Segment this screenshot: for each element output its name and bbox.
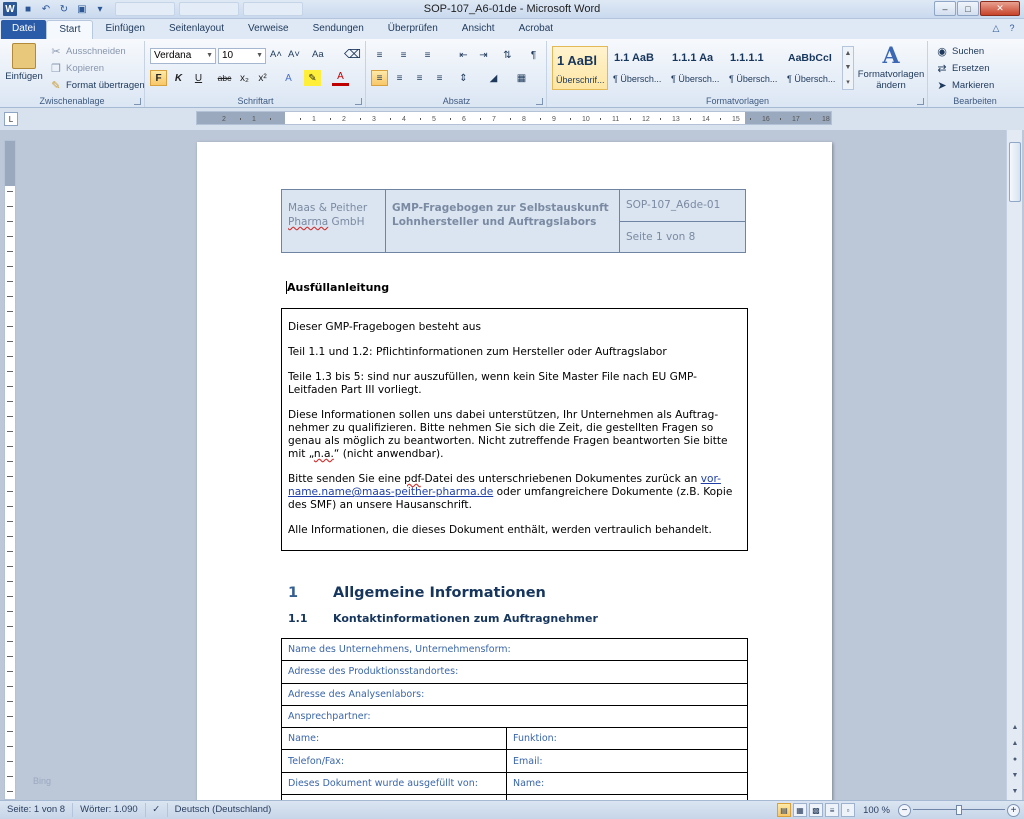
outline-icon[interactable]: ≡ [825,803,839,817]
status-bar [0,800,1024,819]
ruler-mark [810,118,811,120]
table-row [282,750,748,772]
info-paragraph: Teil 1.1 und 1.2: Pflichtinformationen zum Hersteller oder Auftragslabor [288,346,667,358]
tab-acrobat[interactable]: Acrobat [518,23,554,34]
ruler-tick-label: 7 [492,116,496,123]
table-row [282,705,748,727]
scroll-up-icon[interactable]: ▲ [1011,723,1019,731]
multilevel-list-icon[interactable]: ≡ [424,49,431,61]
minimize-ribbon-icon[interactable]: △ [992,22,1000,33]
chevron-up-icon[interactable]: ▲ [844,50,852,58]
copy-label: Kopieren [66,62,105,74]
ruler-mark [7,731,13,732]
document-header-table [281,189,746,253]
ruler-mark [7,671,13,672]
ruler-mark [7,206,13,207]
tab-selector-icon[interactable]: L [4,112,18,126]
ruler-mark [7,431,13,432]
zoom-knob[interactable] [956,805,962,815]
ruler-mark [7,221,13,222]
ruler-mark [690,118,691,120]
paste-icon [12,43,36,69]
save-icon[interactable]: ■ [24,3,32,15]
ruler-mark [7,686,13,687]
ruler-mark [7,566,13,567]
sort-icon[interactable]: ⇅ [503,49,512,61]
decrease-indent-icon[interactable]: ⇤ [459,49,468,61]
ruler-bar [0,108,1024,130]
style-name: ¶ Übersch... [787,74,836,84]
ruler-margin-top [5,141,15,186]
ruler-margin-left [197,112,285,125]
align-center-icon[interactable]: ≡ [396,72,403,84]
quick-access-toolbar [0,2,107,16]
ruler-tick-label: 4 [402,116,406,123]
email-link[interactable]: vor-name.name@maas-peither-pharma.de [288,473,721,498]
info-paragraph: Dieser GMP-Fragebogen besteht aus [288,321,482,333]
ruler-mark [7,386,13,387]
group-editing [929,41,1021,107]
ruler-mark [7,236,13,237]
line-spacing-icon[interactable]: ⇕ [459,72,468,84]
ruler-mark [780,118,781,120]
style-heading-5[interactable] [784,46,840,90]
table-cell[interactable]: Email: [507,750,748,772]
dialog-launcher-icon[interactable] [536,98,543,105]
group-label: Absatz [442,96,471,106]
brush-icon: ✎ [51,79,61,92]
tab-ueberpruefen[interactable]: Überprüfen [387,23,438,34]
company-gmbh: GmbH [328,216,365,228]
ruler-mark [300,118,301,120]
group-label: Schriftart [237,96,274,106]
select-label: Markieren [952,79,995,91]
table-row [282,661,748,683]
ribbon-tabs [0,19,1024,39]
table-row [282,728,748,750]
ruler-mark [7,776,13,777]
ruler-tick-label: 18 [822,116,830,123]
chevron-down-icon[interactable]: ▼ [844,63,852,71]
align-right-icon[interactable]: ≡ [416,72,423,84]
ruler-tick-label: 2 [222,116,226,123]
ruler-mark [7,446,13,447]
contact-table [281,638,748,812]
ruler-mark [480,118,481,120]
chevron-down-icon: ▼ [206,52,213,59]
info-paragraph: Alle Informationen, die dieses Dokument enthält, werden vertraulich behandelt. [288,524,712,536]
tab-datei[interactable]: Datei [1,20,46,39]
replace-label: Ersetzen [952,62,990,74]
zoom-slider[interactable] [913,804,1005,816]
group-label: Zwischenablage [39,96,105,106]
status-words[interactable]: Wörter: 1.090 [73,803,146,817]
select-button[interactable] [935,78,994,92]
ruler-mark [720,118,721,120]
change-styles-button[interactable] [858,43,924,91]
table-cell[interactable]: Name des Unternehmens, Unternehmensform: [282,639,748,661]
header-company [282,190,386,253]
superscript-button[interactable]: x² [258,72,267,84]
bold-button[interactable]: F [150,70,167,86]
replace-icon: ⇄ [937,62,947,75]
table-cell[interactable]: Ansprechpartner: [282,705,748,727]
title-line-2: Lohnhersteller und Auftragslabors [392,216,597,228]
numbering-icon[interactable]: ≡ [400,49,407,61]
style-sample: AaBbCcI [788,52,832,64]
customize-qat-icon[interactable]: ▾ [97,3,103,15]
view-zoom-controls [777,803,1020,817]
group-font [146,41,366,107]
font-name-value: Verdana [154,50,192,61]
tab-start[interactable]: Start [46,20,93,39]
change-styles-label-1: Formatvorlagen [857,69,925,80]
change-styles-icon: A [882,43,900,69]
table-cell[interactable]: Name: [282,728,507,750]
tab-ansicht[interactable]: Ansicht [461,23,495,34]
ruler-mark [540,118,541,120]
ruler-mark [7,791,13,792]
copy-button[interactable] [49,61,104,75]
ruler-mark [7,461,13,462]
style-name: ¶ Übersch... [671,74,720,84]
title-bar [0,0,1024,19]
prev-page-icon[interactable]: ▲ [1011,739,1019,747]
heading-2-text: Kontaktinformationen zum Auftragnehmer [333,612,598,625]
style-sample: 1.1.1 Aa [672,52,714,64]
text-effects-icon[interactable]: A [285,72,292,84]
company-line-2 [288,215,379,229]
ruler-tick-label: 13 [672,116,680,123]
browse-object-icon[interactable]: ● [1012,755,1018,763]
status-language[interactable]: Deutsch (Deutschland) [174,804,272,815]
zoom-level[interactable]: 100 % [863,804,890,816]
ruler-mark [360,118,361,120]
ruler-mark [7,701,13,702]
paste-button[interactable] [3,43,45,82]
undo-icon[interactable]: ↶ [41,3,51,15]
redo-icon[interactable]: ↻ [59,3,69,15]
ruler-mark [7,491,13,492]
ruler-mark [750,118,751,120]
ruler-mark [7,266,13,267]
ruler-tick-label: 2 [342,116,346,123]
style-name: ¶ Übersch... [613,74,662,84]
binoculars-icon: ◉ [937,45,947,58]
table-cell[interactable]: Telefon/Fax: [282,750,507,772]
ruler-tick-label: 9 [552,116,556,123]
ruler-mark [7,476,13,477]
ruler-mark [7,356,13,357]
info-text-pdf: pdf [404,473,421,485]
info-paragraph [288,409,741,461]
ruler-mark [7,761,13,762]
chevron-down-icon: ▼ [256,52,263,59]
horizontal-ruler[interactable] [196,111,832,125]
print-preview-icon[interactable]: ▣ [77,3,87,15]
style-sample: 1.1 AaB [614,52,654,64]
ruler-mark [7,716,13,717]
info-paragraph: Teile 1.3 bis 5: sind nur auszufüllen, wenn kein Site Master File nach EU GMP-Leitfaden Part III vorliegt. [288,371,698,396]
web-layout-icon[interactable]: ▩ [809,803,823,817]
borders-icon[interactable]: ▦ [516,72,527,84]
background-windows [115,2,303,16]
tab-seitenlayout[interactable]: Seitenlayout [168,23,225,34]
header-title [386,190,620,253]
ruler-tick-label: 16 [762,116,770,123]
vertical-scrollbar[interactable] [1006,130,1022,800]
ruler-mark [7,506,13,507]
scrollbar-thumb[interactable] [1009,142,1021,202]
ruler-tick-label: 12 [642,116,650,123]
table-cell[interactable]: Dieses Dokument wurde ausgefüllt von: [282,772,507,794]
ruler-tick-label: 5 [432,116,436,123]
company-pharma: Pharma [288,216,329,228]
ruler-mark [7,416,13,417]
highlight-icon[interactable]: ✎ [304,70,321,86]
style-heading-2[interactable] [610,46,666,90]
style-name: Überschrif... [556,75,605,85]
info-text: oder umfangreichere Dokumente (z.B. Kopie des SMF) an unsere Hausanschrift. [288,486,733,511]
tab-einfuegen[interactable]: Einfügen [105,23,145,34]
ruler-tick-label: 15 [732,116,740,123]
ruler-mark [270,118,271,120]
ruler-mark [7,611,13,612]
table-row [282,639,748,661]
clear-format-icon[interactable]: ⌫ [344,47,361,61]
table-cell[interactable]: Adresse des Analysenlabors: [282,683,748,705]
find-button[interactable] [935,44,984,58]
title-line-1: GMP-Fragebogen zur Selbstauskunft [392,202,609,214]
ruler-mark [7,581,13,582]
background-tab [179,2,239,16]
ruler-mark [630,118,631,120]
increase-indent-icon[interactable]: ⇥ [479,49,488,61]
vertical-ruler[interactable] [4,140,16,800]
group-styles [548,41,928,107]
background-tab [115,2,175,16]
info-paragraph [288,473,741,512]
background-marker: Bing [33,776,52,786]
document-page[interactable] [197,142,832,812]
info-text: “ (nicht anwendbar). [333,448,444,460]
ruler-tick-label: 1 [312,116,316,123]
ruler-mark [7,746,13,747]
info-text-na: n.a. [313,448,334,460]
help-icon[interactable]: ? [1009,23,1015,33]
heading-1-text: Allgemeine Informationen [333,585,546,601]
ruler-margin-right [745,112,832,125]
group-label: Formatvorlagen [705,96,770,106]
italic-button[interactable]: K [174,72,183,84]
justify-icon[interactable]: ≡ [436,72,443,84]
info-text: -Datei des unterschriebenen Dokumentes zurück an [420,473,701,485]
change-styles-label-2: ändern [876,80,906,91]
pilcrow-icon[interactable]: ¶ [530,49,537,61]
underline-button[interactable]: U [194,72,203,84]
style-sample: 1 AaBl [557,53,597,68]
company-line-1: Maas & Peither [288,202,368,214]
spellcheck-icon[interactable]: ✓ [146,803,168,817]
cut-button[interactable] [49,44,126,58]
dialog-launcher-icon[interactable] [134,98,141,105]
strikethrough-button[interactable]: abc [217,73,232,83]
zoom-in-icon[interactable]: + [1007,804,1020,817]
ribbon-help [990,22,1018,34]
cursor-icon: ➤ [937,79,947,92]
ruler-tick-label: 11 [612,116,620,123]
heading-2-number: 1.1 [288,612,308,625]
style-heading-4[interactable] [726,46,782,90]
scroll-down-icon[interactable]: ▼ [1011,787,1019,795]
find-label: Suchen [952,45,985,57]
ruler-mark [7,341,13,342]
instructions-heading: Ausfüllanleitung [287,281,390,294]
print-layout-icon[interactable]: ▤ [777,803,791,817]
scissors-icon: ✂ [51,45,61,58]
cut-label: Ausschneiden [66,45,126,57]
background-tab [243,2,303,16]
ruler-tick-label: 17 [792,116,800,123]
format-painter-button[interactable] [49,78,145,92]
styles-gallery-scroll[interactable] [842,46,854,90]
ruler-mark [7,371,13,372]
tab-verweise[interactable]: Verweise [248,23,289,34]
next-page-icon[interactable]: ▼ [1011,771,1019,779]
heading-2 [288,612,598,625]
replace-button[interactable] [935,61,990,75]
maximize-button[interactable]: □ [957,1,979,16]
dialog-launcher-icon[interactable] [355,98,362,105]
ruler-tick-label: 3 [372,116,376,123]
ruler-mark [7,626,13,627]
ruler-tick-label: 1 [252,116,256,123]
ruler-mark [330,118,331,120]
style-name: ¶ Übersch... [729,74,778,84]
ruler-mark [240,118,241,120]
ruler-mark [7,521,13,522]
window-controls [934,1,1020,16]
font-name-select[interactable] [150,48,216,64]
ruler-mark [390,118,391,120]
style-sample: 1.1.1.1 [730,52,764,64]
ruler-mark [7,596,13,597]
full-screen-reading-icon[interactable]: ▦ [793,803,807,817]
info-text: Bitte senden Sie eine [288,473,405,485]
ruler-mark [7,656,13,657]
style-heading-3[interactable] [668,46,724,90]
font-size-value: 10 [222,50,234,61]
ruler-mark [7,191,13,192]
grow-font-button[interactable]: A˄ [270,49,282,60]
ruler-tick-label: 10 [582,116,590,123]
ruler-mark [7,326,13,327]
paste-label: Einfügen [5,71,43,82]
ruler-mark [420,118,421,120]
ruler-mark [570,118,571,120]
minimize-button[interactable]: – [934,1,956,16]
ruler-tick-label: 6 [462,116,466,123]
ruler-mark [7,311,13,312]
ruler-mark [7,536,13,537]
ruler-mark [450,118,451,120]
shading-icon[interactable]: ◢ [489,72,498,84]
header-page-number: Seite 1 von 8 [620,221,746,253]
ruler-mark [7,401,13,402]
ruler-mark [660,118,661,120]
style-heading-1[interactable] [552,46,608,90]
ruler-tick-label: 8 [522,116,526,123]
shrink-font-button[interactable]: A˅ [288,49,300,60]
ruler-mark [7,641,13,642]
font-size-select[interactable] [218,48,266,64]
zoom-out-icon[interactable]: − [898,804,911,817]
ruler-mark [600,118,601,120]
change-case-button[interactable]: Aa [312,49,324,60]
table-row [282,683,748,705]
window-title: SOP-107_A6-01de - Microsoft Word [423,3,601,15]
table-cell[interactable]: Name: [507,772,748,794]
ribbon [0,39,1024,108]
ruler-mark [7,551,13,552]
instructions-box [281,308,748,551]
copy-icon: ❐ [51,62,61,75]
ruler-mark [510,118,511,120]
subscript-button[interactable]: x₂ [240,72,249,84]
format-painter-label: Format übertragen [66,79,145,91]
draft-icon[interactable]: ▫ [841,803,855,817]
ruler-mark [7,296,13,297]
table-cell[interactable]: Adresse des Produktionsstandortes: [282,661,748,683]
ruler-mark [7,281,13,282]
word-app-icon[interactable]: W [3,2,17,16]
more-icon[interactable]: ▾ [846,78,850,86]
group-label: Bearbeiten [953,96,997,106]
font-color-icon[interactable]: A [332,70,349,86]
table-cell[interactable]: Funktion: [507,728,748,750]
heading-1 [288,585,546,601]
dialog-launcher-icon[interactable] [917,98,924,105]
header-doc-id: SOP-107_A6de-01 [620,190,746,222]
ruler-mark [7,251,13,252]
bullets-icon[interactable]: ≡ [376,49,383,61]
group-clipboard [0,41,145,107]
table-row [282,772,748,794]
status-page[interactable]: Seite: 1 von 8 [0,803,73,817]
group-paragraph [367,41,547,107]
tab-sendungen[interactable]: Sendungen [312,23,364,34]
align-left-icon[interactable]: ≡ [371,70,388,86]
heading-1-number: 1 [288,585,299,601]
close-button[interactable]: ✕ [980,1,1020,16]
ruler-tick-label: 14 [702,116,710,123]
info-text: Diese Informationen sollen uns dabei unterstützen, Ihr Unternehmen als Auftrag-nehmer zu qualifizieren. Bitte nehmen Sie sich die Zeit, die gestellten Fragen so genau als möglich zu beantworten. Nicht zutreffende Fragen beantworten Sie bitte mit „ [288,409,728,460]
